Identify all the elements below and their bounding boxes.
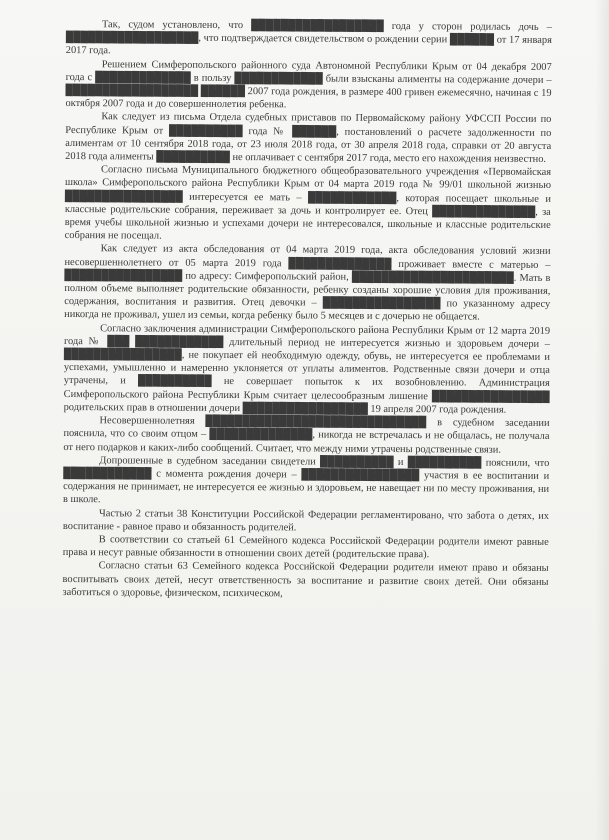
page-edge-shadow xyxy=(595,0,609,840)
paragraph-birth: Так, судом установлено, что ██████████████████ года у сторон родилась дочь – ██████████████████, что подтверждается свидетельством о рождении серии ██████ от 17 января 2017 года. xyxy=(65,19,552,57)
paragraph-bailiff-letter: Как следует из письма Отдела судебных приставов по Первомайскому району УФССП России по Республике Крым от ██████████ года № ██████, постановлений о расчете задолженности по алиментам от 10 сентября 2018 года, от 23 июля 2018 года, от 30 апреля 2018 года, справки от 20 августа 2018 года алименты ██████████ не оплачивает с сентября 2017 года, место его нахождения неизвестно. xyxy=(65,111,552,165)
paragraph-minor-testimony: Несовершеннолетняя ██████████████████████████████ в судебном заседании пояснила, что со своим отцом – ██████████████, никогда не встречалась и не общалась, не получала от него подарков и каких-либо сообщений. Считает, что между ними утрачены родственные связи. xyxy=(63,415,550,456)
paragraph-family-code-63: Согласно статьи 63 Семейного кодекса Российской Федерации родители имеют право и обязаны воспитывать своих детей, несут ответственность за воспитание и развитие своих детей. Они обязаны заботиться о здоровье, физическом, психическом, xyxy=(62,560,549,600)
paragraph-family-code-61: В соответствии со статьей 61 Семейного кодекса Российской Федерации родители имеют равные права и несут равные обязанности в отношении своих детей (родительские права). xyxy=(62,534,549,561)
paragraph-constitution: Частью 2 статьи 38 Конституции Российской Федерации регламентировано, что забота о детях, их воспитание - равное право и обязанность родителей. xyxy=(62,507,550,534)
paragraph-inspection-act: Как следует из акта обследования от 04 марта 2019 года, акта обследования условий жизни несовершеннолетнего от 05 марта 2019 года ██████████████ проживает вместе с матерью – ████████████████ по адресу: Симферопольский район, ██████████████████████. Мать в полном объеме выполняет родительские обязанности, ребенку созданы хорошие условия для проживания, содержания, воспитания и развития. Отец девочки – ████████████████ по указанному адресу никогда не проживал, ушел из семьи, когда ребенку было 5 месяцев и с дочерью не общается. xyxy=(64,243,551,324)
paragraph-witnesses: Допрошенные в судебном заседании свидетели ██████████ и ██████████ пояснили, что ████████████ с момента рождения дочери – ████████████████ участия в ее воспитании и содержания не принимает, не интересуется ее жизнью и здоровьем, не навещает ни по месту проживания, ни в школе. xyxy=(63,454,550,506)
paragraph-court-decision: Решением Симферопольского районного суда Автономной Республики Крым от 04 декабря 2007 года с █████████████ в пользу ████████████ были взысканы алименты на содержание дочери – ██████████████████ ██████ 2007 года рождения, в размере 400 гривен ежемесячно, начиная с 19 октября 2007 года и до совершеннолетия ребенка. xyxy=(65,58,552,111)
document-body xyxy=(62,18,552,602)
paragraph-school-letter: Согласно письма Муниципального бюджетного общеобразовательного учреждения «Первомайская школа» Симферопольского района Республики Крым от 04 марта 2019 года № 99/01 школьной жизнью ████████████████ интересуется ее мать – ████████████, которая посещает школьные и классные родительские собрания, переживает за дочь и контролирует ее. Отец ██████████████, за время учебы школьной жизнью и успехами дочери не интересовался, школьные и классные родительские собрания не посещал. xyxy=(64,164,552,242)
paragraph-administration-conclusion: Согласно заключения администрации Симферопольского района Республики Крым от 12 марта 2019 года № ███ ████████████ длительный период не интересуется жизнью и здоровьем дочери – ████████████████, не покупает ей необходимую одежду, обувь, не интересуется ее проблемами и успехами, умышленно и намеренно уклоняется от уплаты алиментов. Родственные связи дочери и отца утрачены, и ██████████ не совершает попыток к их возобновлению. Администрация Симферопольского района Республики Крым считает целесообразным лишение ████████████████ родительских прав в отношении дочери █████████████████ 19 апреля 2007 года рождения. xyxy=(63,322,551,416)
